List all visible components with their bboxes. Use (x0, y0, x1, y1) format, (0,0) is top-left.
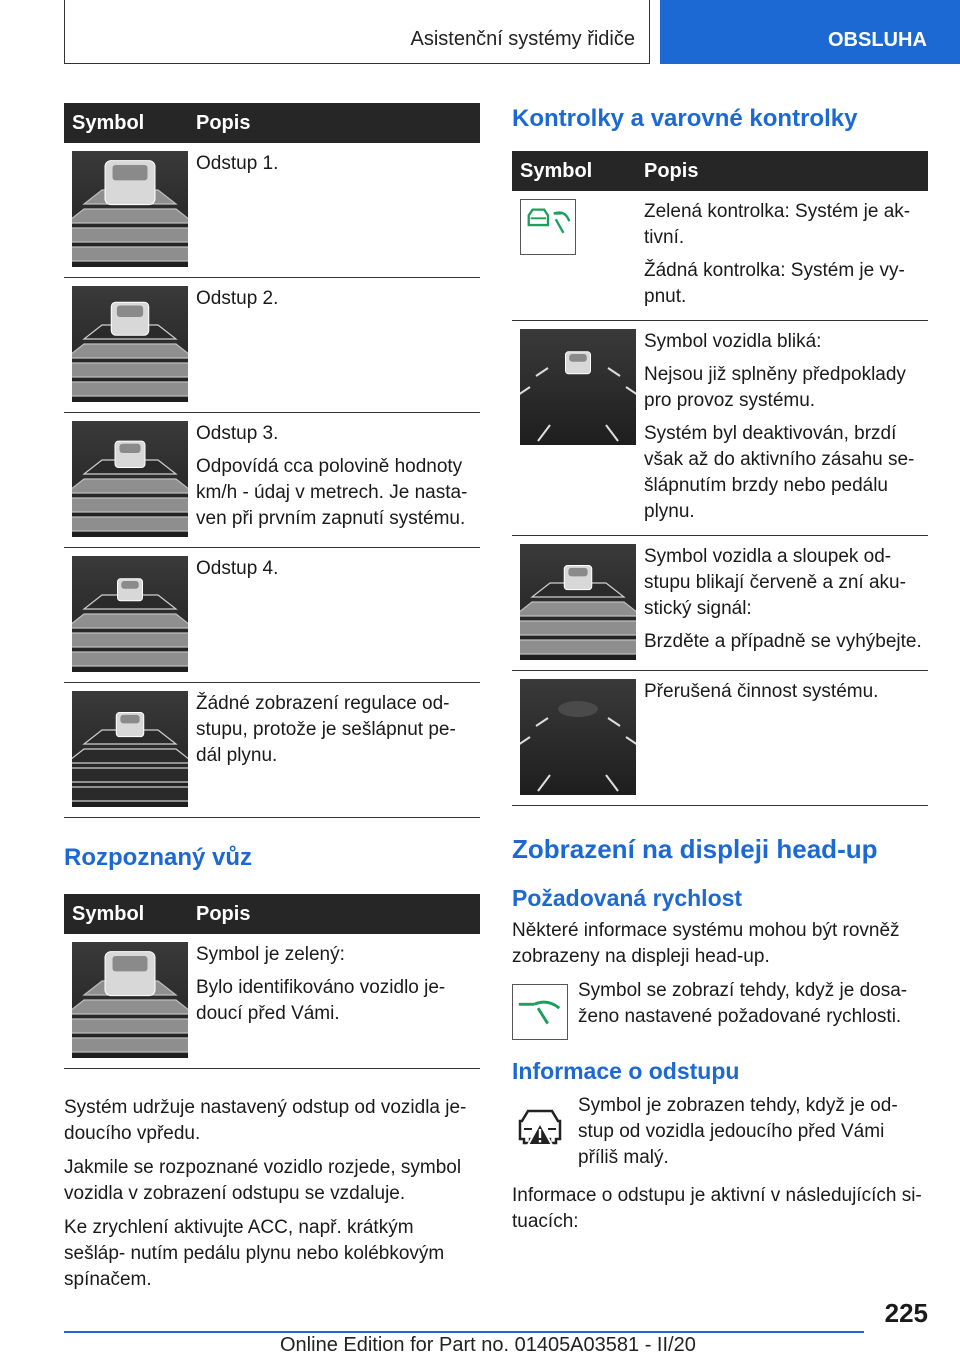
description-line: Odstup 1. (196, 153, 279, 174)
chapter-tab-label: OBSLUHA (828, 29, 927, 51)
paragraph: Jakmile se rozpoznané vozidlo rozjede, symbol vozidla v zobrazení odstupu se vzdaluje. (64, 1157, 462, 1204)
symbol-cell (512, 199, 644, 310)
distance-warning-row (512, 1093, 928, 1171)
speed-heading: Požadovaná rychlost (512, 885, 743, 911)
distance-warning-icon (512, 1099, 568, 1155)
table-header (64, 894, 480, 934)
description-cell (196, 421, 480, 537)
distance-inactive-icon (72, 691, 188, 807)
description-line: Odstup 3. (196, 423, 279, 444)
symbol-cell (64, 286, 196, 402)
indicator-heading: Kontrolky a varovné kontrolky (512, 105, 858, 132)
symbol-cell (64, 151, 196, 267)
description-line: Odstup 4. (196, 558, 279, 579)
description-line: Brzděte a případně se vyhýbejte. (644, 631, 922, 652)
description-line: Žádné zobrazení regulace od- stupu, protože je sešlápnut pe- dál plynu. (196, 693, 456, 766)
distance-info-heading: Informace o odstupu (512, 1058, 740, 1084)
speed-symbol-row (512, 978, 928, 1040)
description-line: Nejsou již splněny předpoklady pro provoz systému. (644, 364, 906, 411)
table-row (64, 278, 480, 413)
table-header (512, 151, 928, 191)
col-symbol: Symbol (72, 902, 145, 925)
description-line: Bylo identifikováno vozidlo je- doucí před Vámi. (196, 977, 446, 1024)
description-line: Systém byl deaktivován, brzdí však až do aktivního zásahu se- šlápnutím brzdy nebo pedálu plynu. (644, 423, 915, 522)
distance-2-icon (72, 286, 188, 402)
left-column (64, 103, 480, 1301)
speed-paragraph: Některé informace systému mohou být rovněž zobrazeny na displeji head-up. (512, 920, 900, 967)
paragraph: Systém udržuje nastavený odstup od vozidla je- doucího vpředu. (64, 1097, 467, 1144)
distance-info-paragraph: Informace o odstupu je aktivní v následujících si- tuacích: (512, 1185, 922, 1232)
description-line: Žádná kontrolka: Systém je vy- pnut. (644, 260, 905, 307)
system-interrupted-icon (520, 679, 636, 795)
table-row (512, 536, 928, 671)
description-cell (644, 329, 928, 525)
description-cell (196, 151, 480, 267)
col-description: Popis (644, 159, 699, 182)
col-symbol: Symbol (520, 159, 593, 182)
description-line: Zelená kontrolka: Systém je ak- tivní. (644, 201, 911, 248)
symbol-cell (64, 691, 196, 807)
table-header (64, 103, 480, 143)
recognized-vehicle-heading: Rozpoznaný vůz (64, 844, 253, 871)
table-row (64, 934, 480, 1069)
description-line: Symbol je zelený: (196, 944, 345, 965)
description-cell (196, 556, 480, 672)
table-row (64, 548, 480, 683)
table-row (512, 671, 928, 806)
col-description: Popis (196, 902, 251, 925)
vehicle-distance-red-icon (520, 544, 636, 660)
right-column (512, 103, 928, 1243)
recognized-table (64, 894, 480, 1069)
hud-heading: Zobrazení na displeji head-up (512, 834, 878, 864)
distance-3-icon (72, 421, 188, 537)
symbol-cell (64, 556, 196, 672)
description-line: Symbol vozidla bliká: (644, 331, 822, 352)
symbol-cell (512, 544, 644, 660)
description-cell (644, 679, 928, 795)
col-symbol: Symbol (72, 111, 145, 134)
distance-table (64, 103, 480, 818)
section-title: Asistenční systémy řidiče (410, 28, 635, 50)
description-cell (196, 942, 480, 1058)
paragraph: Ke zrychlení aktivujte ACC, např. krátkým sešláp- nutím pedálu plynu nebo kolébkovým spínačem. (64, 1217, 445, 1290)
distance-warning-text: Symbol je zobrazen tehdy, když je od- stup od vozidla jedoucího před Vámi příliš malý. (578, 1095, 898, 1168)
distance-1-icon (72, 151, 188, 267)
col-description: Popis (196, 111, 251, 134)
description-line: Přerušená činnost systému. (644, 681, 879, 702)
symbol-cell (64, 942, 196, 1058)
description-cell (644, 544, 928, 660)
vehicle-recognized-icon (72, 942, 188, 1058)
table-row (64, 413, 480, 548)
description-line: Odpovídá cca polovině hodnoty km/h - údaj v metrech. Je nasta- ven při prvním zapnutí systému. (196, 456, 468, 529)
table-row (64, 143, 480, 278)
table-row (512, 321, 928, 536)
header-title-box (64, 0, 650, 64)
description-line: Symbol vozidla a sloupek od- stupu blikají červeně a zní aku- stický signál: (644, 546, 906, 619)
acc-green-indicator-icon (520, 199, 644, 255)
description-cell (196, 691, 480, 807)
description-line: Odstup 2. (196, 288, 279, 309)
edition-text: Online Edition for Part no. 01405A03581 - II/20 (280, 1334, 696, 1356)
page-number: 225 (884, 1298, 928, 1328)
indicator-table (512, 151, 928, 806)
vehicle-blinking-icon (520, 329, 636, 445)
symbol-cell (512, 679, 644, 795)
description-cell (644, 199, 928, 310)
footer-divider (64, 1331, 864, 1333)
table-row (64, 683, 480, 818)
symbol-cell (512, 329, 644, 525)
distance-4-icon (72, 556, 188, 672)
description-cell (196, 286, 480, 402)
footer-edition (280, 1334, 696, 1357)
speed-symbol-text: Symbol se zobrazí tehdy, když je dosa- ženo nastavené požadované rychlosti. (578, 980, 908, 1027)
left-paragraphs (64, 1095, 480, 1293)
chapter-tab (660, 0, 960, 64)
symbol-cell (64, 421, 196, 537)
hud-speed-indicator-icon (512, 984, 568, 1040)
table-row (512, 191, 928, 321)
